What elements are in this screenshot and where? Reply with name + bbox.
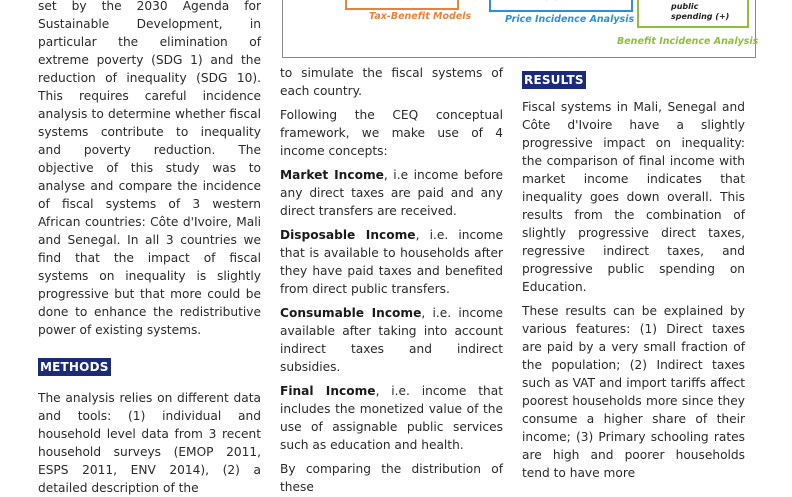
disposable-income-def: , i.e. income that is available to households after they have paid taxes and benefited from direct public transfers. [280,228,503,296]
final-income-paragraph [280,382,503,454]
middle-column [280,64,503,496]
tax-benefit-box [345,0,459,10]
comparing-paragraph: By comparing the distribution of these [280,462,503,494]
methods-heading: METHODS [40,360,109,374]
tax-benefit-caption: Tax-Benefit Models [369,11,472,22]
final-income-term: Final Income [280,384,376,398]
fiscal-incidence-diagram [282,0,759,58]
consumable-income-paragraph [280,304,503,376]
results-heading: RESULTS [524,73,584,87]
benefit-incidence-box [637,0,749,28]
box1-text [355,0,413,1]
results-paragraph-1: Fiscal systems in Mali, Senegal and Côte d'Ivoire have a slightly progressive impact on inequality: the comparison of final income with market income indicates that inequality goes down overall. This results from the combination of slightly progressive direct taxes, regressive indirect taxes, and progressive public spending on Education. [522,100,745,294]
intro-paragraph: set by the 2030 Agenda for Sustainable Development, in particular the elimination of extreme poverty (SDG 1) and the reduction of inequality (SDG 10). This requires careful incidence analysis to determine whether fiscal systems contribute to inequality and poverty reduction. The objective of this study was to analyse and compare the incidence of fiscal systems of 3 western African countries: Côte d'Ivoire, Mali and Senegal. In all 3 countries we find that the impact of fiscal systems on inequality is slightly progressive but that more could be done to enhance the redistributive power of existing systems. [38,0,261,337]
methods-paragraph: The analysis relies on different data and tools: (1) individual and household level data from 3 recent household surveys (EMOP 2011, ESPS 2011, ENV 2014), (2) a detailed description of the [38,391,261,495]
framework-paragraph: Following the CEQ conceptual framework, we make use of 4 income concepts: [280,108,503,158]
box3-text-1: public [671,2,699,11]
consumable-income-def: , i.e. income available after taking into account indirect taxes and indirect subsidies. [280,306,503,374]
consumable-income-term: Consumable Income [280,306,422,320]
price-incidence-box [489,0,633,12]
left-column [38,0,261,497]
benefit-incidence-caption: Benefit Incidence Analysis [617,36,759,47]
price-incidence-caption: Price Incidence Analysis [505,14,635,25]
box2-text [499,0,558,1]
disposable-income-term: Disposable Income [280,228,416,242]
right-column [522,71,745,482]
results-paragraph-2: These results can be explained by various features: (1) Direct taxes are paid by a very small fraction of the population; (2) Indirect taxes such as VAT and import tariffs affect poorest households more since they consume a higher share of their income; (3) Primary schooling rates are high and poorer households tend to have more [522,304,745,480]
market-income-paragraph [280,166,503,220]
box3-text-2: spending (+) [671,12,730,21]
disposable-income-paragraph [280,226,503,298]
market-income-term: Market Income [280,168,384,182]
simulate-paragraph: to simulate the fiscal systems of each country. [280,66,503,98]
final-income-def: , i.e. income that includes the monetized value of the use of assignable public services such as education and health. [280,384,503,452]
market-income-def: , i.e income before any direct taxes are paid and any direct transfers are received. [280,168,503,218]
